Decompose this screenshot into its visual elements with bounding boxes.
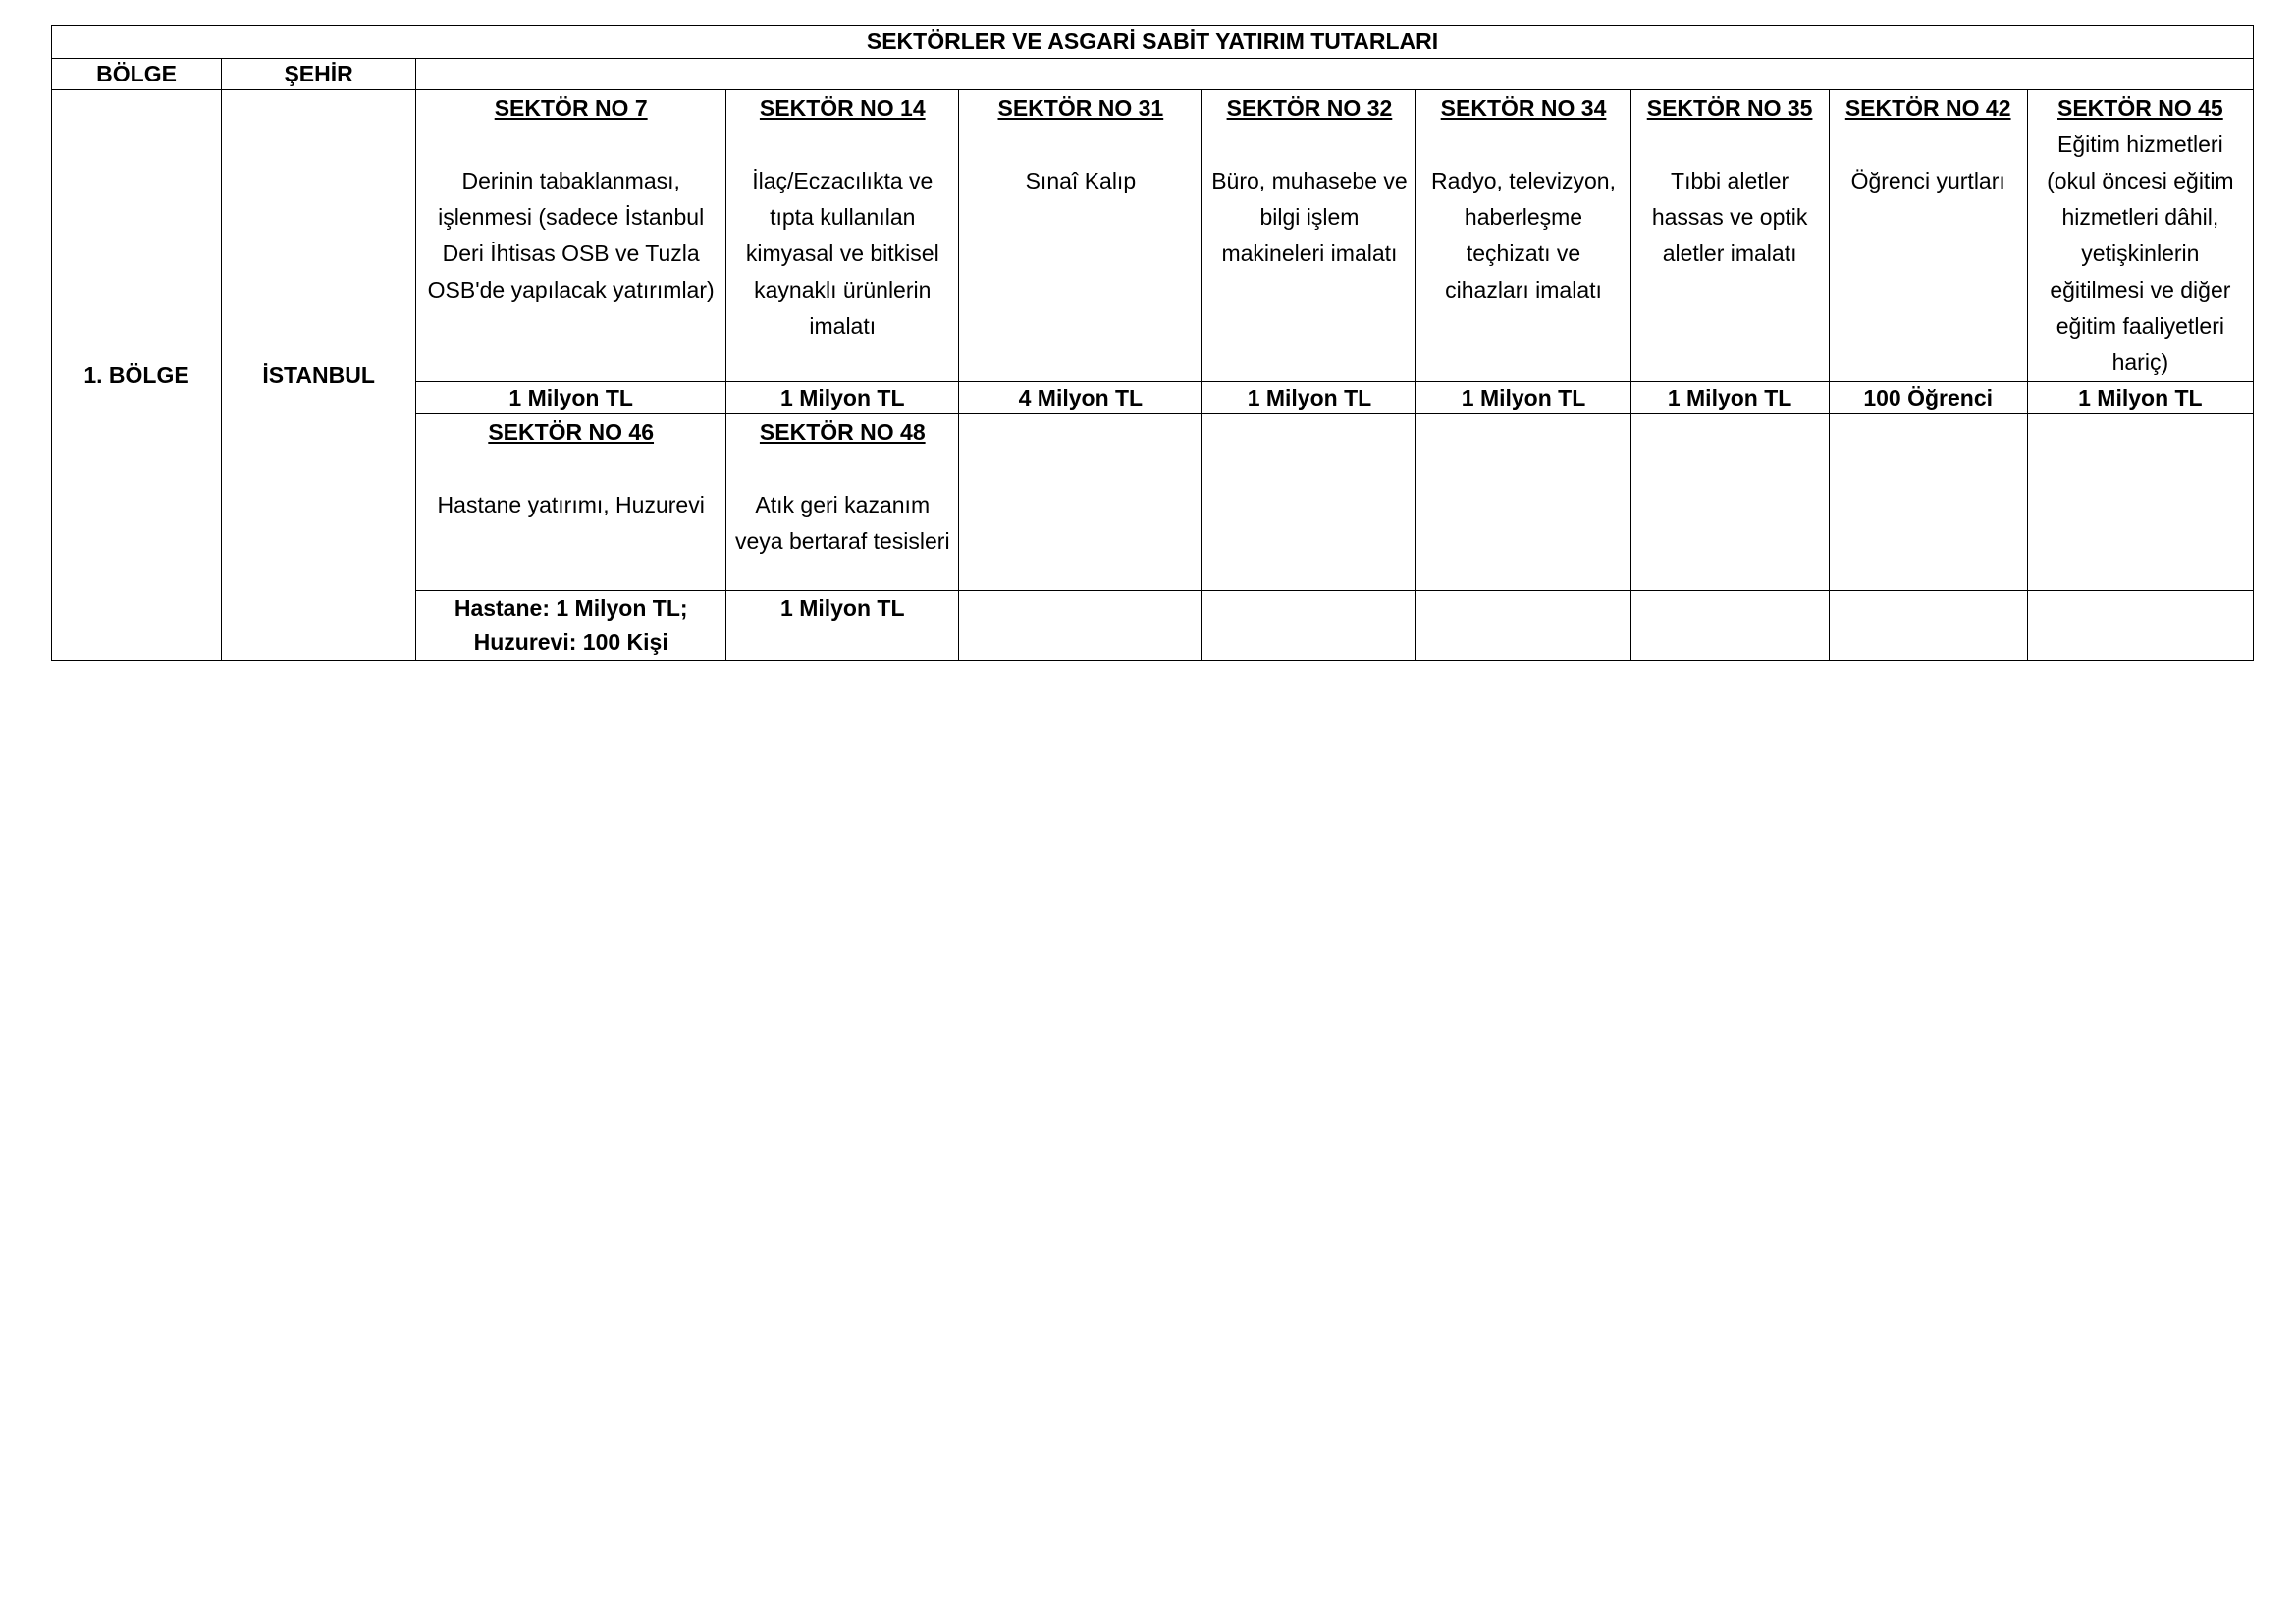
- sector-amount: 1 Milyon TL: [1630, 382, 1829, 414]
- sector-cell: [1829, 90, 2027, 382]
- sectors-header: [416, 59, 2254, 90]
- empty-cell: [1202, 591, 1416, 661]
- sector-description: İlaç/Eczacılıkta ve tıpta kullanılan kimyasal ve bitkisel kaynaklı ürünlerin imalatı: [745, 168, 939, 339]
- sector-amount-line: Huzurevi: 100 Kişi: [473, 629, 668, 655]
- table-title: SEKTÖRLER VE ASGARİ SABİT YATIRIM TUTARLARI: [52, 26, 2254, 59]
- sector-code: SEKTÖR NO 45: [2057, 95, 2223, 121]
- sector-description: Büro, muhasebe ve bilgi işlem makineleri imalatı: [1211, 168, 1408, 266]
- sector-description: Öğrenci yurtları: [1850, 168, 2005, 193]
- sector-code: SEKTÖR NO 35: [1646, 95, 1813, 121]
- sector-amount: 100 Öğrenci: [1829, 382, 2027, 414]
- sector-code: SEKTÖR NO 31: [997, 95, 1164, 121]
- table-row: [52, 90, 2254, 382]
- sector-cell: [416, 90, 726, 382]
- sector-description: Atık geri kazanım veya bertaraf tesisleri: [734, 492, 950, 554]
- sector-description: Radyo, televizyon, haberleşme teçhizatı ve cihazları imalatı: [1431, 168, 1616, 302]
- empty-cell: [1829, 591, 2027, 661]
- sector-amount: 1 Milyon TL: [2027, 382, 2253, 414]
- sector-description: Tıbbi aletler hassas ve optik aletler imalatı: [1651, 168, 1808, 266]
- sector-cell: [726, 414, 959, 591]
- empty-cell: [2027, 414, 2253, 591]
- empty-cell: [1202, 414, 1416, 591]
- sector-code: SEKTÖR NO 14: [759, 95, 926, 121]
- sector-code: SEKTÖR NO 32: [1226, 95, 1393, 121]
- empty-cell: [1416, 414, 1630, 591]
- empty-cell: [959, 414, 1202, 591]
- sector-amount: 1 Milyon TL: [416, 382, 726, 414]
- sector-amount: 1 Milyon TL: [1202, 382, 1416, 414]
- empty-cell: [1416, 591, 1630, 661]
- sector-description: Sınaî Kalıp: [1025, 168, 1137, 193]
- sector-cell: [416, 414, 726, 591]
- sector-amount: 1 Milyon TL: [726, 382, 959, 414]
- empty-cell: [2027, 591, 2253, 661]
- sector-code: SEKTÖR NO 7: [494, 95, 648, 121]
- empty-cell: [1630, 591, 1829, 661]
- sector-amount: 1 Milyon TL: [1416, 382, 1630, 414]
- sector-investment-table: [51, 25, 2254, 661]
- city-cell: İSTANBUL: [222, 90, 416, 661]
- sector-code: SEKTÖR NO 46: [488, 419, 655, 445]
- sector-description: Eğitim hizmetleri (okul öncesi eğitim hizmetleri dâhil, yetişkinlerin eğitilmesi ve diğer eğitim faaliyetleri hariç): [2047, 132, 2234, 375]
- sector-cell: [959, 90, 1202, 382]
- sector-code: SEKTÖR NO 34: [1440, 95, 1607, 121]
- city-header: ŞEHİR: [222, 59, 416, 90]
- sector-amount: 4 Milyon TL: [959, 382, 1202, 414]
- sector-cell: [1416, 90, 1630, 382]
- sector-description: Derinin tabaklanması, işlenmesi (sadece İstanbul Deri İhtisas OSB ve Tuzla OSB'de yapılacak yatırımlar): [427, 168, 715, 302]
- region-cell: 1. BÖLGE: [52, 90, 222, 661]
- sector-code: SEKTÖR NO 48: [759, 419, 926, 445]
- sector-cell: [2027, 90, 2253, 382]
- empty-cell: [1630, 414, 1829, 591]
- sector-description: Hastane yatırımı, Huzurevi: [437, 492, 705, 517]
- sector-cell: [1202, 90, 1416, 382]
- sector-amount-line: Hastane: 1 Milyon TL;: [454, 595, 688, 621]
- sector-cell: [726, 90, 959, 382]
- region-header: BÖLGE: [52, 59, 222, 90]
- sector-cell: [1630, 90, 1829, 382]
- empty-cell: [1829, 414, 2027, 591]
- sector-amount: [416, 591, 726, 661]
- sector-amount: 1 Milyon TL: [726, 591, 959, 661]
- empty-cell: [959, 591, 1202, 661]
- sector-code: SEKTÖR NO 42: [1844, 95, 2011, 121]
